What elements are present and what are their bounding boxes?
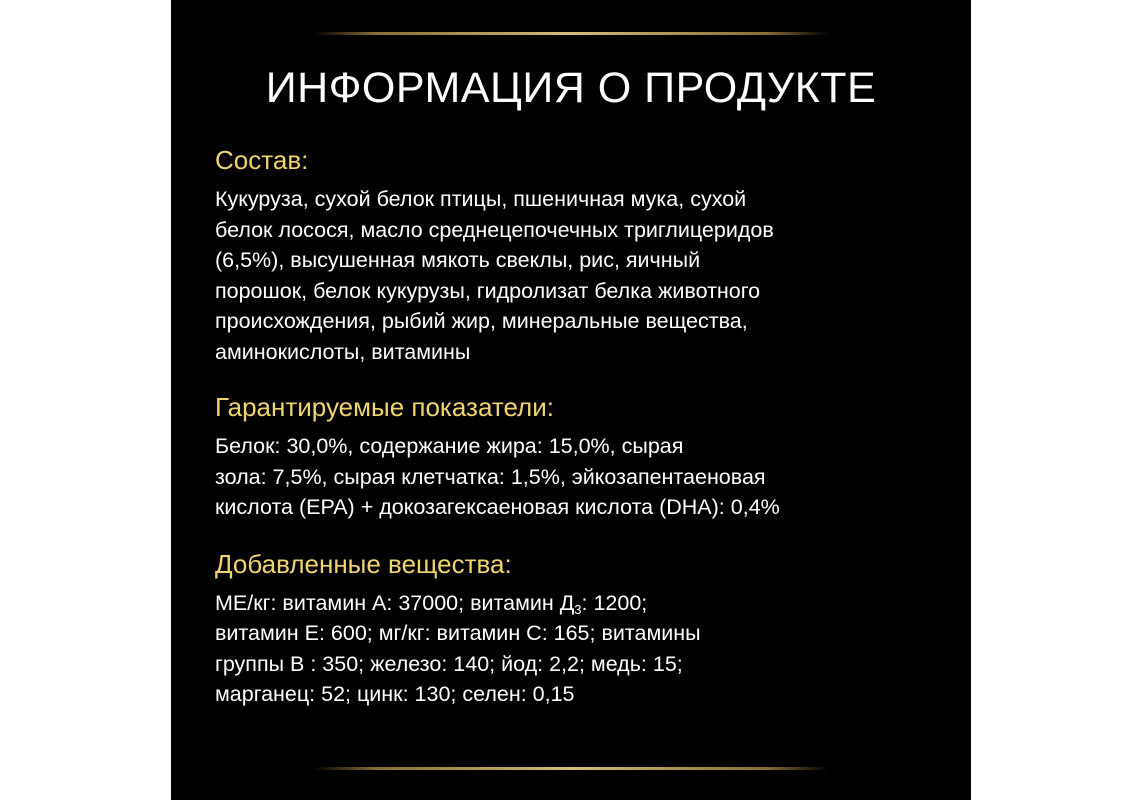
- guaranteed-line: кислота (EPA) + докозагексаеновая кислота (DHA): 0,4%: [215, 495, 780, 519]
- additives-section: [215, 546, 935, 710]
- additives-line: марганец: 52; цинк: 130; селен: 0,15: [215, 682, 575, 706]
- composition-heading: Состав:: [215, 145, 309, 175]
- composition-line: происхождения, рыбий жир, минеральные вещества,: [215, 309, 748, 333]
- composition-line: аминокислоты, витамины: [215, 339, 471, 364]
- content-area: [215, 142, 935, 710]
- vitamin-d-subscript: 3: [574, 601, 582, 617]
- composition-text: [215, 184, 935, 367]
- guaranteed-heading: Гарантируемые показатели:: [215, 392, 554, 422]
- additives-line: витамин Е: 600; мг/кг: витамин С: 165; витамины: [215, 621, 701, 645]
- composition-line: белок лосося, масло среднецепочечных триглицеридов: [215, 217, 774, 242]
- additives-heading: Добавленные вещества:: [215, 548, 512, 579]
- guaranteed-line: зола: 7,5%, сырая клетчатка: 1,5%, эйкозапентаеновая: [215, 464, 766, 489]
- top-gold-divider: [313, 32, 829, 35]
- composition-line: (6,5%), высушенная мякоть свеклы, рис, яичный: [215, 248, 701, 272]
- composition-line: Кукуруза, сухой белок птицы, пшеничная мука, сухой: [215, 187, 747, 211]
- composition-section: [215, 142, 935, 367]
- additives-text: [215, 588, 935, 710]
- guaranteed-section: [215, 389, 935, 523]
- page-title: ИНФОРМАЦИЯ О ПРОДУКТЕ: [265, 64, 877, 112]
- additives-line: [215, 588, 935, 619]
- additives-line-part: : 1200;: [581, 590, 648, 615]
- additives-line-part: МЕ/кг: витамин А: 37000; витамин Д: [215, 590, 575, 615]
- bottom-gold-divider: [313, 767, 829, 770]
- guaranteed-line: Белок: 30,0%, содержание жира: 15,0%, сырая: [215, 434, 684, 458]
- composition-line: порошок, белок кукурузы, гидролизат белка животного: [215, 278, 761, 303]
- product-info-panel: [171, 0, 971, 800]
- guaranteed-text: [215, 431, 935, 523]
- additives-line: группы В : 350; железо: 140; йод: 2,2; медь: 15;: [215, 651, 683, 676]
